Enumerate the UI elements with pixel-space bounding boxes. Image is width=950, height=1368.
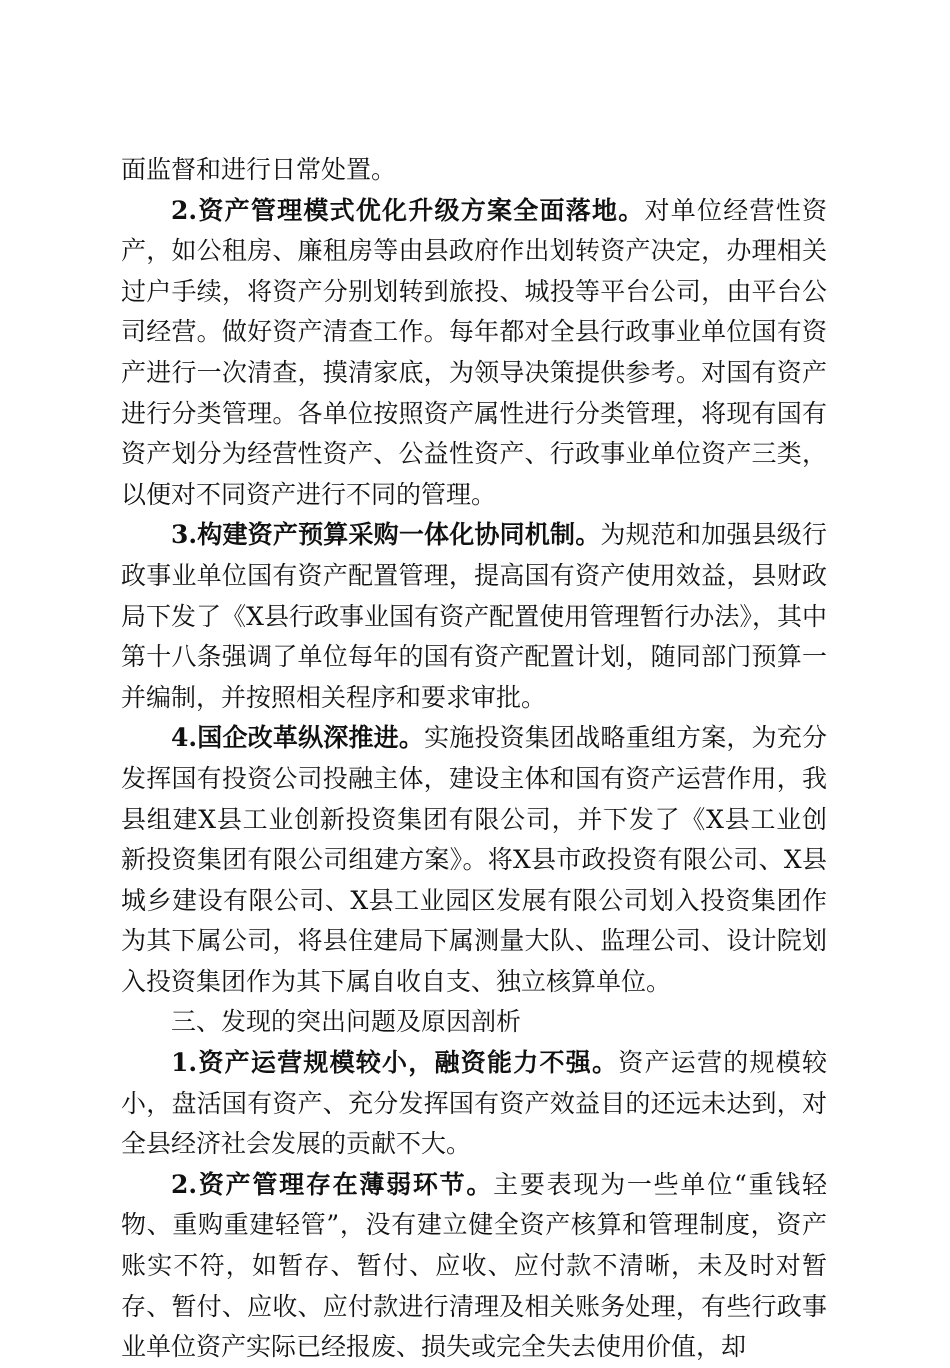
paragraph-heading: 1.资产运营规模较小，融资能力不强。: [171, 1048, 619, 1078]
paragraph-asset-management-upgrade: [121, 191, 827, 516]
paragraph-heading: 2.资产管理模式优化升级方案全面落地。: [171, 195, 645, 225]
paragraph-text: 资产运营的规模较小，盘活国有资产、充分发挥国有资产效益目的还远未达到，对全县经济社会发展的贡献不大。: [121, 1048, 827, 1159]
paragraph-text: 主要表现为一些单位“重钱轻物、重购重建轻管”，没有建立健全资产核算和管理制度，资产账实不符，如暂存、暂付、应收、应付款不清晰，未及时对暂存、暂付、应收、应付款进行清理及相关账务处理，有些行政事业单位资产实际已经报废、损失或完全失去使用价值，却: [121, 1169, 827, 1362]
paragraph-text: 面监督和进行日常处置。: [121, 155, 397, 184]
paragraph-text: 实施投资集团战略重组方案，为充分发挥国有投资公司投融主体，建设主体和国有资产运营作用，我县组建X县工业创新投资集团有限公司，并下发了《X县工业创新投资集团有限公司组建方案》。将X县市政投资有限公司、X县城乡建设有限公司、X县工业园区发展有限公司划入投资集团作为其下属公司，将县住建局下属测量大队、监理公司、设计院划入投资集团作为其下属自收自支、独立核算单位。: [121, 723, 827, 996]
paragraph-budget-procurement-mechanism: [121, 515, 827, 718]
document-body: [121, 150, 827, 1368]
paragraph-text: 为规范和加强县级行政事业单位国有资产配置管理，提高国有资产使用效益，县财政局下发了《X县行政事业国有资产配置使用管理暂行办法》，其中第十八条强调了单位每年的国有资产配置计划，随同部门预算一并编制，并按照相关程序和要求审批。: [121, 520, 827, 712]
paragraph-soe-reform: [121, 718, 827, 1002]
paragraph-weak-links: [121, 1165, 827, 1368]
section-heading: [121, 1002, 827, 1043]
paragraph-heading: 3.构建资产预算采购一体化协同机制。: [171, 520, 601, 550]
paragraph-operation-scale: [121, 1043, 827, 1165]
paragraph-continuation: [121, 150, 827, 191]
paragraph-text: 对单位经营性资产，如公租房、廉租房等由县政府作出划转资产决定，办理相关过户手续，将资产分别划转到旅投、城投等平台公司，由平台公司经营。做好资产清查工作。每年都对全县行政事业单位国有资产进行一次清查，摸清家底，为领导决策提供参考。对国有资产进行分类管理。各单位按照资产属性进行分类管理，将现有国有资产划分为经营性资产、公益性资产、行政事业单位资产三类，以便对不同资产进行不同的管理。: [121, 195, 827, 509]
section-heading-text: 三、发现的突出问题及原因剖析: [171, 1007, 522, 1037]
paragraph-heading: 2.资产管理存在薄弱环节。: [171, 1169, 494, 1199]
paragraph-heading: 4.国企改革纵深推进。: [171, 723, 425, 753]
